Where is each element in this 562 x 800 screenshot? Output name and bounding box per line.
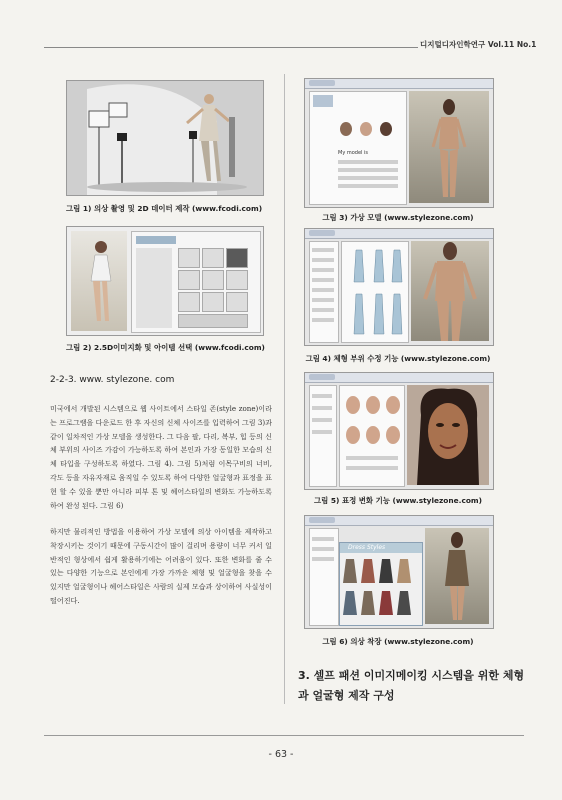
face-parts-list bbox=[309, 385, 337, 487]
face-options-panel bbox=[339, 385, 405, 487]
figure-3-image bbox=[304, 78, 494, 208]
face-portrait bbox=[407, 385, 489, 485]
body-adjust-panel bbox=[341, 241, 409, 343]
dress-styles-popup bbox=[339, 542, 423, 626]
footer-rule bbox=[44, 735, 524, 736]
figure-5-image bbox=[304, 372, 494, 490]
model-panel-label: My model is bbox=[338, 150, 369, 156]
figure-2-caption: 그림 2) 2.5D이미지화 및 아이템 선택 (www.fcodi.com) bbox=[66, 343, 265, 352]
column-divider bbox=[284, 74, 285, 704]
header-rule bbox=[44, 47, 418, 48]
virtual-model-figure bbox=[425, 528, 489, 624]
figure-1-image bbox=[66, 80, 264, 196]
body-silhouettes bbox=[342, 242, 408, 342]
page-number: - 63 - bbox=[268, 749, 294, 760]
figure-3-caption: 그림 3) 가상 모델 (www.stylezone.com) bbox=[322, 213, 474, 222]
model-settings-panel bbox=[309, 91, 407, 205]
section-paragraph-2: 하지만 물리적인 방법을 이용하여 가상 모델에 의상 아이템을 제작하고 착장시키는 것이기 때문에 구동시간이 많이 걸리며 용량이 너무 커서 일반적인 형상에서 쉽게 활용하기에는 어려움이 있다. 또한 변화를 줄 수 있는 다양한 기능으로 본인에게 가장 가까운 체형 및 얼굴형을 찾을 수 있지만 얼굴형이나 헤어스타일은 사람의 실제 모습과 상이하여 사실성이 떨어진다. bbox=[50, 527, 272, 605]
figure-6-caption: 그림 6) 의상 착장 (www.stylezone.com) bbox=[322, 637, 474, 646]
chapter-heading: 3. 셀프 패션 이미지메이킹 시스템을 위한 체형과 얼굴형 제작 구성 bbox=[298, 669, 525, 702]
figure-2-image bbox=[66, 226, 264, 336]
virtual-model-figure bbox=[71, 231, 127, 331]
virtual-model-figure bbox=[409, 91, 489, 203]
figure-4-image bbox=[304, 228, 494, 346]
figure-1-caption: 그림 1) 의상 촬영 및 2D 데이터 제작 (www.fcodi.com) bbox=[66, 204, 263, 213]
figure-6-image bbox=[304, 515, 494, 629]
section-paragraph-1: 미국에서 개발된 시스템으로 웹 사이트에서 스타일 존(style zone)이라는 프로그램을 다운로드 한 후 자신의 신체 사이즈를 입력하여 그림 3)과 같이 일차적인 가상 모델을 생성한다. 그 다음 팔, 다리, 복부, 힙 등의 신체 부위의 사이즈 가감이 가능하도록 하여 본인과 가장 동일한 모습의 신체 타입을 구성하도록 하였다. 그림 4). 그림 5)처럼 이목구비의 너비, 각도 등을 자유자재로 움직일 수 있도록 하여 다양한 얼굴형과 표정을 표현 할 수 있을 뿐만 아니라 피부 톤 및 헤어스타일의 변화도 가능하도록 하여 완성 된다. 그림 6) bbox=[50, 404, 272, 510]
body-parts-list bbox=[309, 241, 339, 343]
figure-4-caption: 그림 4) 체형 부위 수정 기능 (www.stylezone.com) bbox=[305, 354, 491, 363]
figure-5-caption: 그림 5) 표정 변화 기능 (www.stylezone.com) bbox=[314, 496, 482, 505]
item-selection-panel bbox=[131, 231, 261, 333]
dress-thumbnails bbox=[340, 553, 422, 625]
virtual-model-figure bbox=[411, 241, 489, 341]
section-heading: 2-2-3. www. stylezone. com bbox=[50, 375, 175, 385]
outfit-tools-panel bbox=[309, 528, 339, 626]
photo-studio-illustration bbox=[67, 81, 263, 195]
running-title: 디지털디자인학연구 Vol.11 No.1 bbox=[420, 40, 537, 49]
dress-styles-title: Dress Styles bbox=[340, 543, 422, 553]
face-closeup bbox=[407, 385, 489, 485]
